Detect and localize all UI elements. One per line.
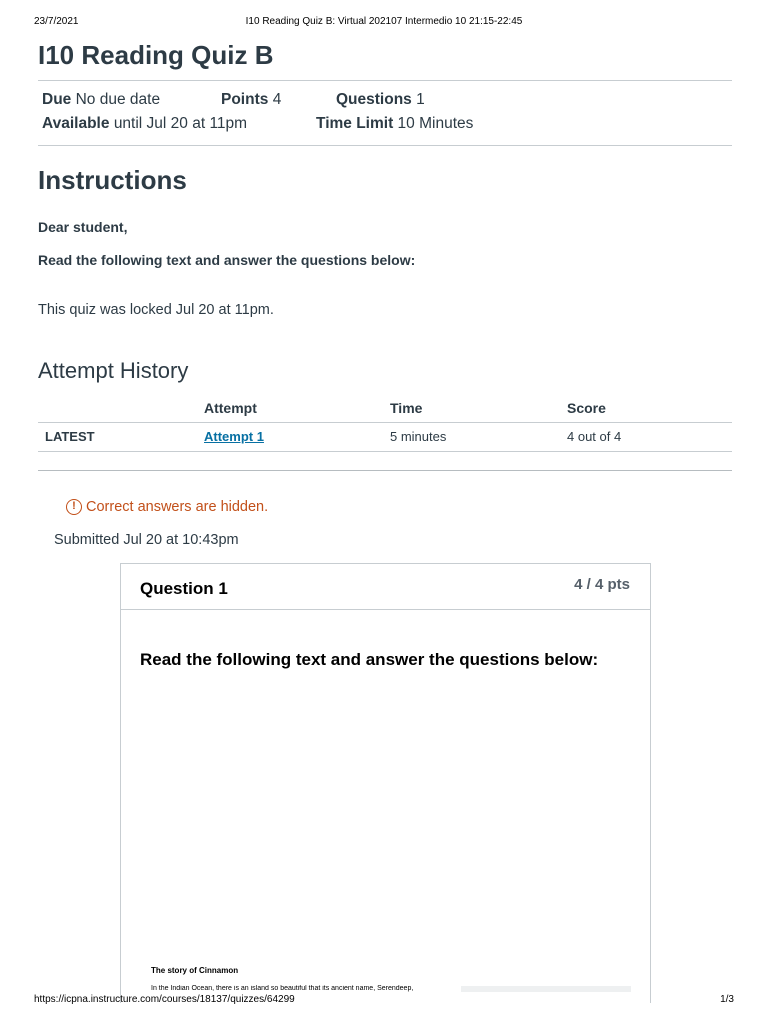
question-card — [120, 563, 651, 1003]
time-limit-info — [316, 115, 473, 133]
available-info — [42, 115, 247, 133]
time-limit-label: Time Limit — [316, 115, 394, 132]
question-prompt: Read the following text and answer the questions below: — [140, 650, 599, 669]
points-info — [221, 91, 281, 109]
greeting-text: Dear student, — [38, 219, 128, 235]
story-text: In the Indian Ocean, there is an island so beautiful that its ancient name, Serendeep, — [151, 985, 414, 992]
warning-text: Correct answers are hidden. — [86, 499, 269, 515]
points-label: Points — [221, 91, 269, 108]
story-image-placeholder — [461, 986, 631, 992]
latest-label: LATEST — [45, 429, 95, 444]
correct-answers-hidden-notice — [66, 499, 268, 515]
question-title: Question 1 — [140, 579, 228, 598]
divider — [38, 80, 732, 81]
question-header — [121, 564, 650, 610]
print-date: 23/7/2021 — [34, 16, 79, 27]
print-url: https://icpna.instructure.com/courses/18137/quizzes/64299 — [34, 994, 295, 1005]
questions-value: 1 — [416, 91, 425, 108]
submitted-timestamp: Submitted Jul 20 at 10:43pm — [54, 532, 239, 548]
table-divider — [38, 451, 732, 452]
column-header-attempt: Attempt — [204, 400, 257, 416]
instructions-heading: Instructions — [38, 165, 187, 195]
column-header-score: Score — [567, 400, 606, 416]
questions-info — [336, 91, 425, 109]
available-label: Available — [42, 115, 110, 132]
print-page-title: I10 Reading Quiz B: Virtual 202107 Intermedio 10 21:15-22:45 — [245, 16, 523, 27]
due-label: Due — [42, 91, 72, 108]
warning-circle-icon: ! — [66, 499, 82, 515]
questions-label: Questions — [336, 91, 412, 108]
divider — [38, 470, 732, 471]
table-divider — [38, 422, 732, 423]
directive-text: Read the following text and answer the questions below: — [38, 252, 416, 268]
attempt-time: 5 minutes — [390, 429, 447, 444]
time-limit-value: 10 Minutes — [397, 115, 474, 132]
attempt-1-link[interactable]: Attempt 1 — [204, 429, 264, 444]
print-header — [34, 16, 734, 30]
divider — [38, 145, 732, 146]
question-points: 4 / 4 pts — [574, 576, 630, 593]
print-footer — [34, 994, 734, 1008]
locked-notice: This quiz was locked Jul 20 at 11pm. — [38, 302, 274, 318]
points-value: 4 — [272, 91, 282, 108]
page-title: I10 Reading Quiz B — [38, 40, 274, 70]
due-value: No due date — [75, 91, 161, 108]
available-value: until Jul 20 at 11pm — [113, 115, 248, 132]
attempt-history-heading: Attempt History — [38, 358, 189, 383]
story-title: The story of Cinnamon — [151, 966, 239, 975]
print-page-number: 1/3 — [720, 994, 734, 1005]
due-info — [42, 91, 160, 109]
attempt-score: 4 out of 4 — [567, 429, 622, 444]
column-header-time: Time — [390, 400, 423, 416]
